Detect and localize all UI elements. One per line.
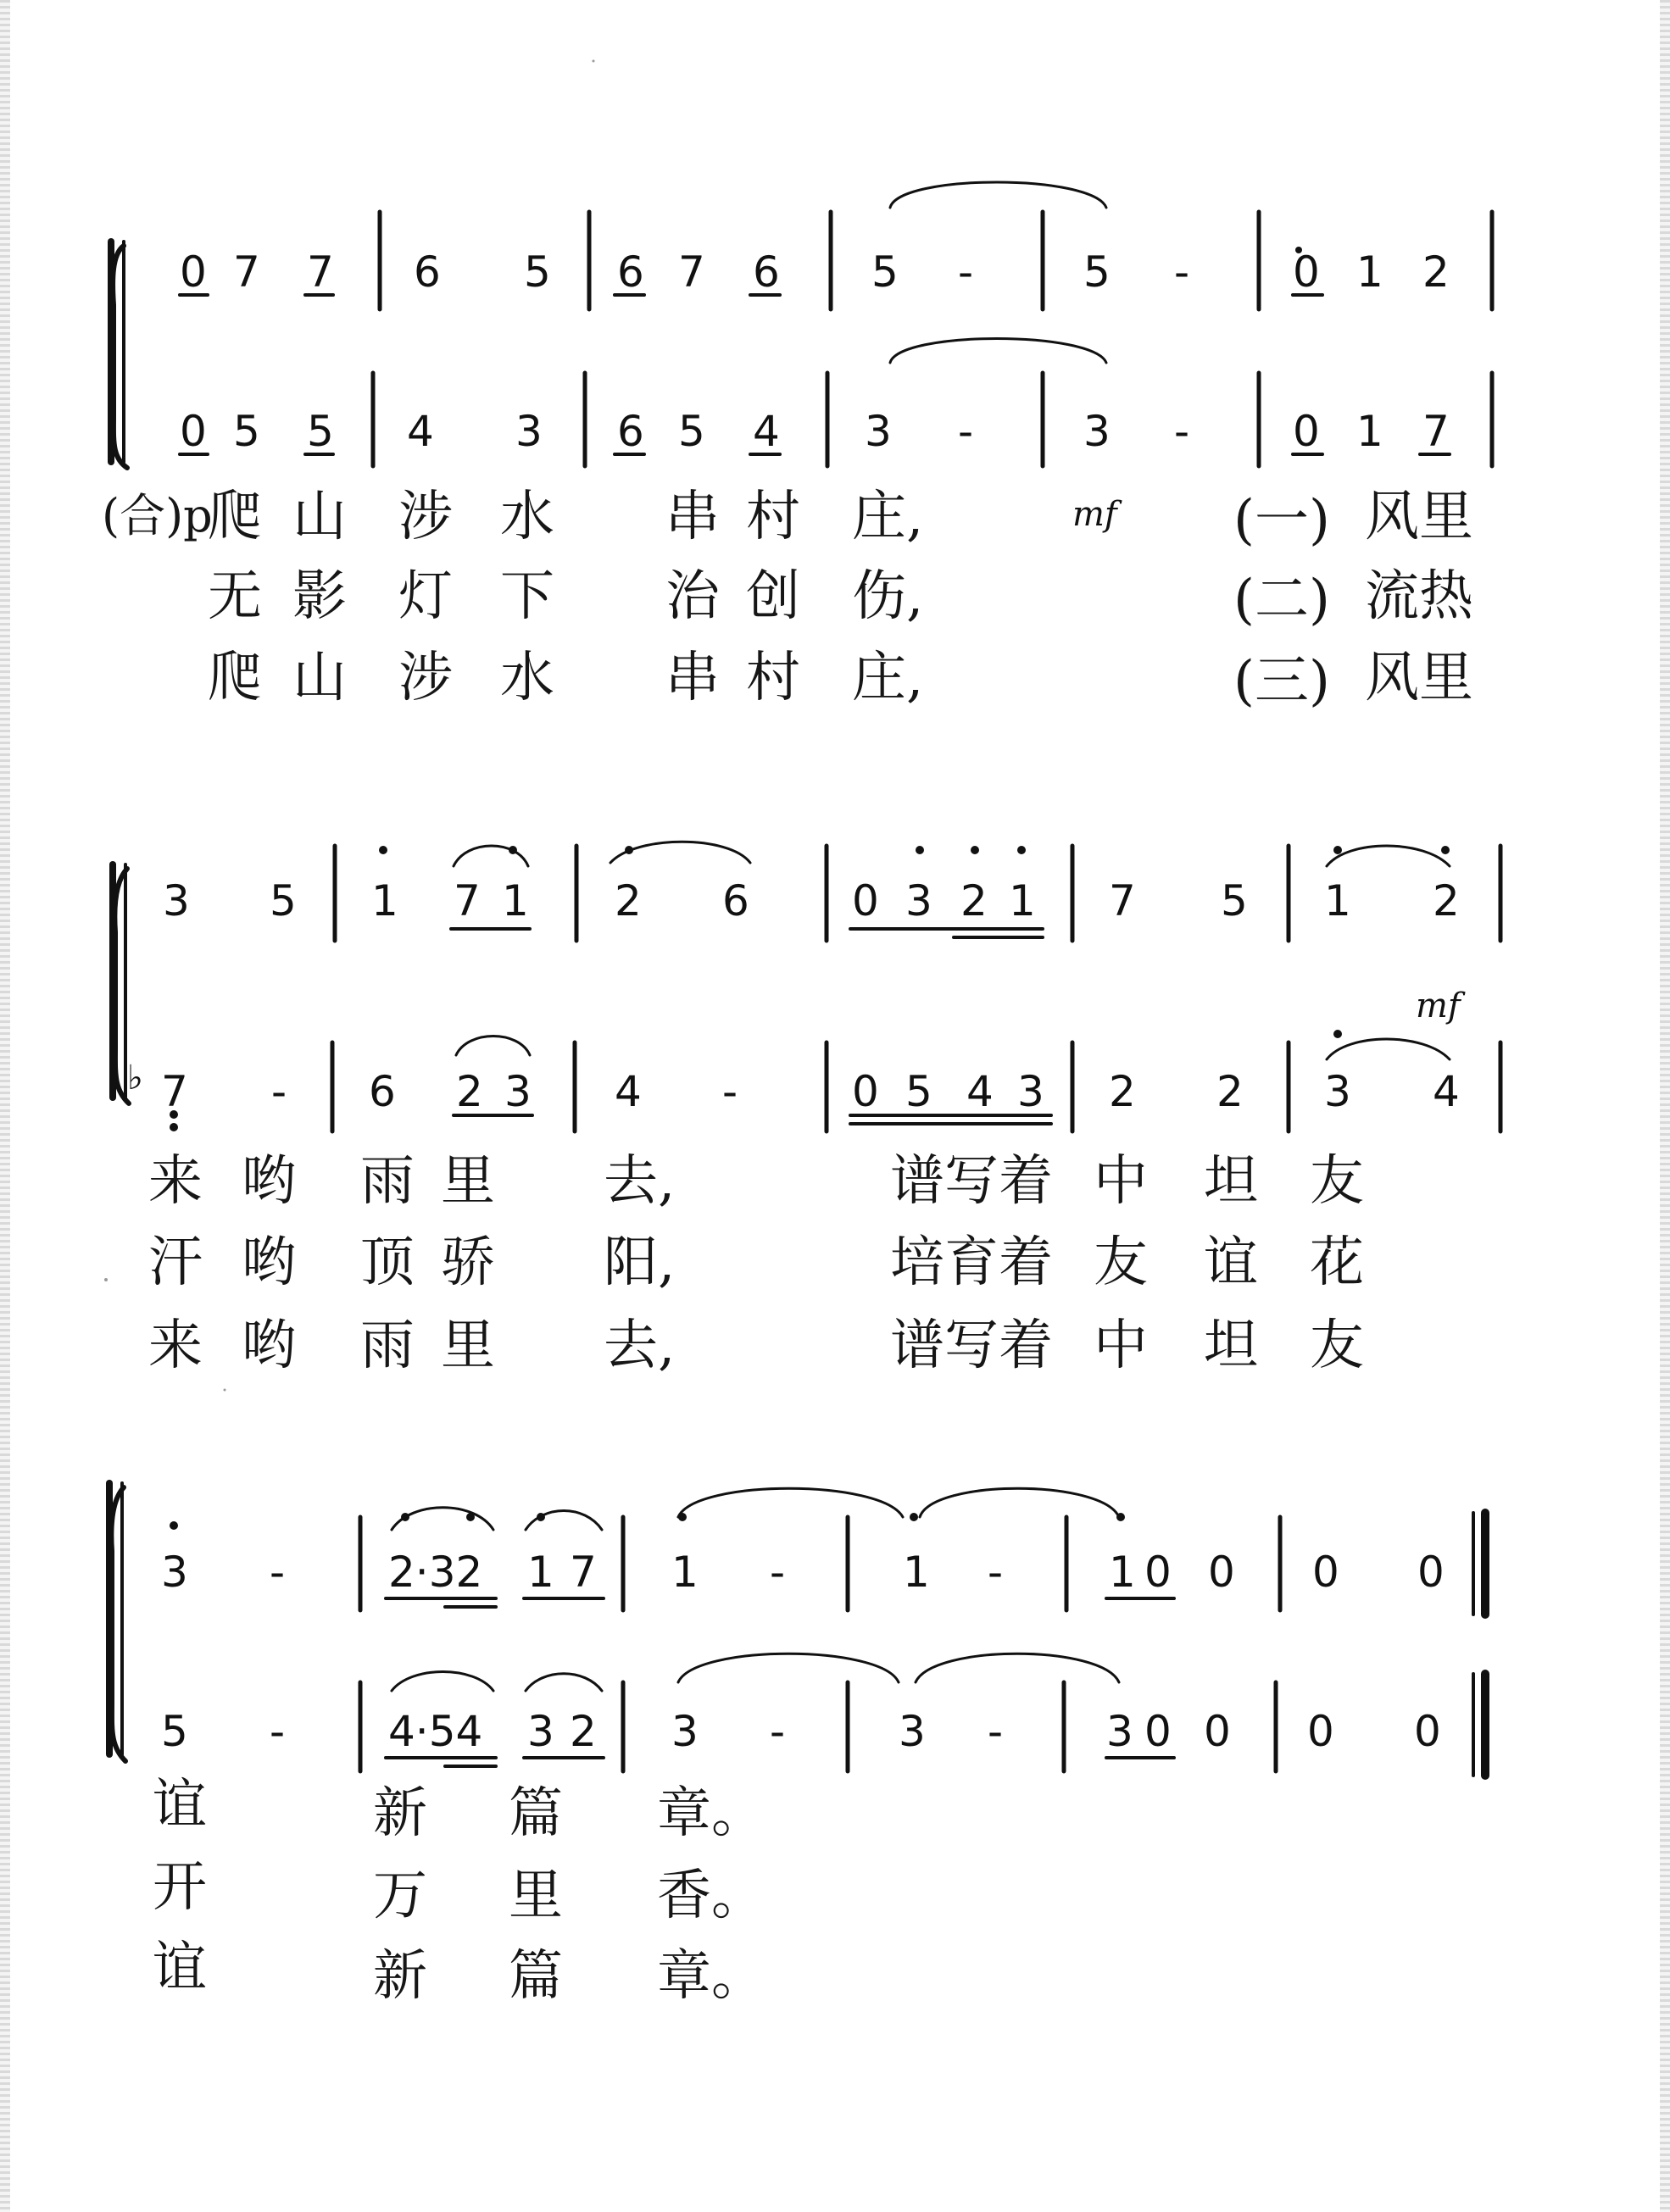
lyric-word: 庄, [852, 486, 924, 548]
note: 1 [1009, 876, 1036, 925]
note: 0 [1312, 1548, 1339, 1597]
lyric-word: 雨 [360, 1150, 415, 1213]
lyric-word: 来 [148, 1314, 203, 1377]
note: 5 [270, 876, 297, 925]
note: 3 [515, 407, 543, 456]
note: 1 [527, 1548, 554, 1597]
note: - [271, 1067, 287, 1116]
note: 3 [161, 1548, 188, 1597]
note: - [270, 1707, 286, 1756]
note: 0 [1414, 1707, 1441, 1756]
note: 4 [615, 1067, 642, 1116]
note: 0 [1293, 407, 1320, 456]
note: 5 [678, 407, 705, 456]
lyric-verse-number: (二) [1233, 569, 1330, 631]
note: - [988, 1707, 1004, 1756]
note: 5 [871, 247, 899, 297]
note: 3 [1083, 407, 1111, 456]
lyric-word: 坦 [1204, 1314, 1258, 1377]
system3-tie-u2 [920, 1488, 1119, 1517]
note: 6 [722, 876, 749, 925]
lyric-word: 阳, [604, 1231, 676, 1294]
note: 3 [905, 876, 932, 925]
note: 3 [1017, 1067, 1044, 1116]
lyric-word: 哟 [242, 1231, 296, 1294]
lyric-word: 爬 [208, 647, 262, 709]
lyric-word: 去, [604, 1314, 676, 1377]
lyric-word: 开 [153, 1856, 207, 1919]
note: 2 [456, 1067, 483, 1116]
note: 3 [1106, 1707, 1133, 1756]
note: 4 [407, 407, 434, 456]
lyric-word: 友 [1310, 1314, 1364, 1377]
note: 4 [753, 407, 780, 456]
lyric-word: 顶 [360, 1231, 415, 1294]
system2-slur-l1 [456, 1037, 530, 1056]
note: 2 [570, 1707, 597, 1756]
note: 2 [615, 876, 642, 925]
lyric-word: 串 [665, 647, 720, 709]
note: 5 [1083, 247, 1111, 297]
lyric-verse-number: (三) [1233, 650, 1330, 713]
note: 4·54 [388, 1707, 483, 1756]
lyric-word: 涉 [398, 486, 453, 548]
lyric-word: 万 [373, 1865, 427, 1927]
note: 3 [899, 1707, 926, 1756]
note: 2 [1216, 1067, 1244, 1116]
note: 6 [369, 1067, 396, 1116]
note: 2·32 [388, 1548, 483, 1597]
note: - [770, 1707, 786, 1756]
note: 3 [865, 407, 892, 456]
note: 0 [1417, 1548, 1445, 1597]
note: 7 [1109, 876, 1136, 925]
note: 0 [852, 876, 879, 925]
system2-upper-notes [163, 876, 1460, 925]
note: - [988, 1548, 1004, 1597]
lyric-word: 雨 [360, 1314, 415, 1377]
lyric-word: 影 [292, 565, 347, 628]
lyric-word: 爬 [208, 486, 262, 548]
lyric-word: 新 [373, 1782, 427, 1845]
lyric-word: 汗 [148, 1231, 203, 1294]
note: 1 [1109, 1548, 1136, 1597]
lyric-word: 谊 [153, 1937, 207, 1999]
note: 5 [905, 1067, 932, 1116]
note: 0 [1293, 247, 1320, 297]
note: 5 [524, 247, 551, 297]
note: 3 [504, 1067, 532, 1116]
system2-lower-notes [161, 1067, 1460, 1116]
lyric-word: 谊 [1204, 1231, 1258, 1294]
lyric-word: 篇 [509, 1782, 563, 1845]
lyric-word: 中 [1094, 1150, 1148, 1213]
system3-tie-u1 [678, 1488, 903, 1517]
lyric-word: 村 [746, 647, 800, 709]
note: 2 [1109, 1067, 1136, 1116]
note: 1 [1356, 247, 1383, 297]
note: 1 [502, 876, 529, 925]
system2-underlines [451, 929, 1051, 1124]
lyric-word: 培育着 [890, 1231, 1053, 1294]
note: 7 [233, 247, 260, 297]
lyric-word: 水 [500, 647, 554, 709]
lyric-word: 友 [1310, 1150, 1364, 1213]
note: 7 [161, 1067, 188, 1116]
note: - [270, 1548, 286, 1597]
note: 0 [1208, 1548, 1235, 1597]
lyric-word: 创 [746, 565, 800, 628]
note: 7 [570, 1548, 597, 1597]
system3-final-barline [1473, 1513, 1485, 1776]
lyric-verse-number: (一) [1233, 489, 1330, 552]
note: 2 [960, 876, 988, 925]
note: 7 [678, 247, 705, 297]
lyric-word: 友 [1094, 1231, 1148, 1294]
lyric-word: 治 [665, 565, 720, 628]
lyric-word: 伤, [852, 565, 924, 628]
lyric-word: 骄 [441, 1231, 495, 1294]
note: 7 [1422, 407, 1450, 456]
lyric-word: 去, [604, 1150, 676, 1213]
lyric-word: 哟 [242, 1150, 296, 1213]
lyric-word: 香。 [657, 1865, 765, 1927]
system3-tie-l2 [916, 1653, 1119, 1682]
note: 4 [1433, 1067, 1460, 1116]
note: 5 [233, 407, 260, 456]
lyric-word: 串 [665, 486, 720, 548]
note: 3 [1324, 1067, 1351, 1116]
lyric-word: 里 [509, 1865, 563, 1927]
note: 5 [1221, 876, 1248, 925]
system3-upper-barlines [360, 1517, 1280, 1610]
note: 1 [371, 876, 398, 925]
lyric-word: 灯 [398, 565, 453, 628]
lyric-word: 谱写着 [890, 1314, 1053, 1377]
lyric-word: 下 [500, 565, 554, 628]
note: 5 [161, 1707, 188, 1756]
note: - [722, 1067, 738, 1116]
note: 0 [852, 1067, 879, 1116]
note: - [1174, 407, 1190, 456]
note: 3 [163, 876, 190, 925]
lyric-word: 涉 [398, 647, 453, 709]
note: 5 [307, 407, 334, 456]
system3-upper-notes [161, 1548, 1445, 1597]
lyric-word: 坦 [1204, 1150, 1258, 1213]
lyric-word: 里 [441, 1150, 495, 1213]
note: 0 [180, 247, 207, 297]
lyric-word: 风里 [1365, 486, 1473, 548]
note: 7 [307, 247, 334, 297]
system3-tie-l1 [678, 1653, 899, 1682]
lyric-word: 水 [500, 486, 554, 548]
lyric-word: 篇 [509, 1945, 563, 2008]
note: 0 [1307, 1707, 1334, 1756]
note: 3 [527, 1707, 554, 1756]
lyric-word: 无 [208, 565, 262, 628]
lyric-word: 村 [746, 486, 800, 548]
note: 2 [1433, 876, 1460, 925]
lyric-word: 山 [292, 647, 347, 709]
lyric-word: 哟 [242, 1314, 296, 1377]
lyric-word: 风里 [1365, 647, 1473, 709]
note: - [1174, 247, 1190, 297]
note: 7 [454, 876, 481, 925]
note: 1 [903, 1548, 930, 1597]
lyric-word: 谱写着 [890, 1150, 1053, 1213]
lyric-word: 章。 [657, 1945, 765, 2008]
note: - [958, 407, 974, 456]
lyric-word: 花 [1310, 1231, 1364, 1294]
lyric-word: 来 [148, 1150, 203, 1213]
system1-tie-lower [890, 339, 1106, 364]
lyric-word: 里 [441, 1314, 495, 1377]
system3-slur-l2 [526, 1674, 602, 1691]
lyric-word: 中 [1094, 1314, 1148, 1377]
note: 6 [617, 247, 644, 297]
system1-tie-upper [890, 182, 1106, 208]
system3-lower-notes [161, 1707, 1441, 1756]
dynamic-marking: mf [1416, 987, 1461, 1025]
lyric-word: 章。 [657, 1782, 765, 1845]
note: 6 [414, 247, 441, 297]
lyric-word: 山 [292, 486, 347, 548]
note: 2 [1422, 247, 1450, 297]
lyric-word: 新 [373, 1945, 427, 2008]
note: 1 [671, 1548, 699, 1597]
lyric-intro: (合)p [102, 489, 213, 542]
dynamic-marking: mf [1072, 495, 1117, 534]
note: 1 [1356, 407, 1383, 456]
note: 0 [1144, 1707, 1172, 1756]
note: 6 [753, 247, 780, 297]
note: 3 [671, 1707, 699, 1756]
note: 4 [966, 1067, 994, 1116]
system3-slur-u2 [526, 1511, 602, 1531]
note: - [770, 1548, 786, 1597]
note: - [958, 247, 974, 297]
note: 0 [1204, 1707, 1231, 1756]
note: 1 [1324, 876, 1351, 925]
system3-slur-l1 [392, 1672, 493, 1692]
note: 0 [1144, 1548, 1172, 1597]
lyric-word: 庄, [852, 647, 924, 709]
note: 0 [180, 407, 207, 456]
system2-slur-u3 [1327, 846, 1450, 866]
note: 6 [617, 407, 644, 456]
lyric-word: 流热 [1365, 565, 1473, 628]
lyric-word: 谊 [153, 1774, 207, 1837]
system2-slur-l2 [1327, 1039, 1450, 1059]
flat-sign: ♭ [127, 1059, 143, 1098]
